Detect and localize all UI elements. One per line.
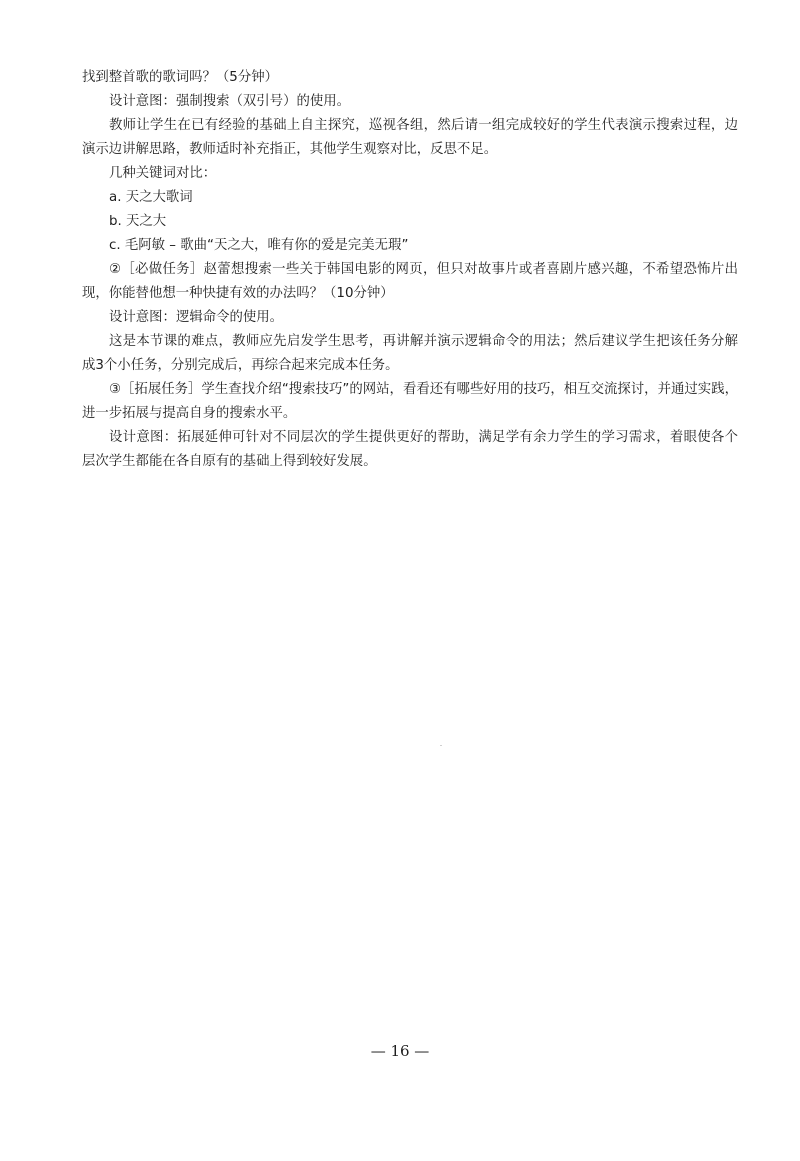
paragraph-design-intent-1: 设计意图：强制搜索（双引号）的使用。 (109, 94, 351, 109)
paragraph-design-intent-3: 设计意图：拓展延伸可针对不同层次的学生提供更好的帮助，满足学有余力学生的学习需求，着眼使各个层次学生都能在各自原有的基础上得到较好发展。 (82, 430, 738, 469)
paragraph-required-task: ②［必做任务］赵蕾想搜索一些关于韩国电影的网页，但只对故事片或者喜剧片感兴趣，不希望恐怖片出现，你能替他想一种快捷有效的办法吗？（10分钟） (82, 262, 738, 301)
paragraph-keyword-compare: 几种关键词对比： (109, 166, 217, 181)
list-item-keyword-a: a. 天之大歌词 (109, 190, 193, 205)
list-item-keyword-c: c. 毛阿敏 – 歌曲“天之大，唯有你的爱是完美无瑕” (109, 238, 409, 253)
paragraph-continuation: 找到整首歌的歌词吗？（5分钟） (82, 70, 278, 85)
paragraph-teacher-activity: 教师让学生在已有经验的基础上自主探究，巡视各组，然后请一组完成较好的学生代表演示搜索过程，边演示边讲解思路，教师适时补充指正，其他学生观察对比，反思不足。 (82, 118, 738, 157)
page-body (82, 66, 738, 474)
page-number: — 16 — (370, 1042, 430, 1060)
scan-speck (440, 745, 442, 746)
paragraph-design-intent-2: 设计意图：逻辑命令的使用。 (109, 310, 284, 325)
list-item-keyword-b: b. 天之大 (109, 214, 167, 229)
paragraph-difficulty: 这是本节课的难点，教师应先启发学生思考，再讲解并演示逻辑命令的用法；然后建议学生把该任务分解成3个小任务，分别完成后，再综合起来完成本任务。 (82, 334, 738, 373)
paragraph-extension-task: ③［拓展任务］学生查找介绍“搜索技巧”的网站，看看还有哪些好用的技巧，相互交流探讨，并通过实践，进一步拓展与提高自身的搜索水平。 (82, 382, 738, 421)
